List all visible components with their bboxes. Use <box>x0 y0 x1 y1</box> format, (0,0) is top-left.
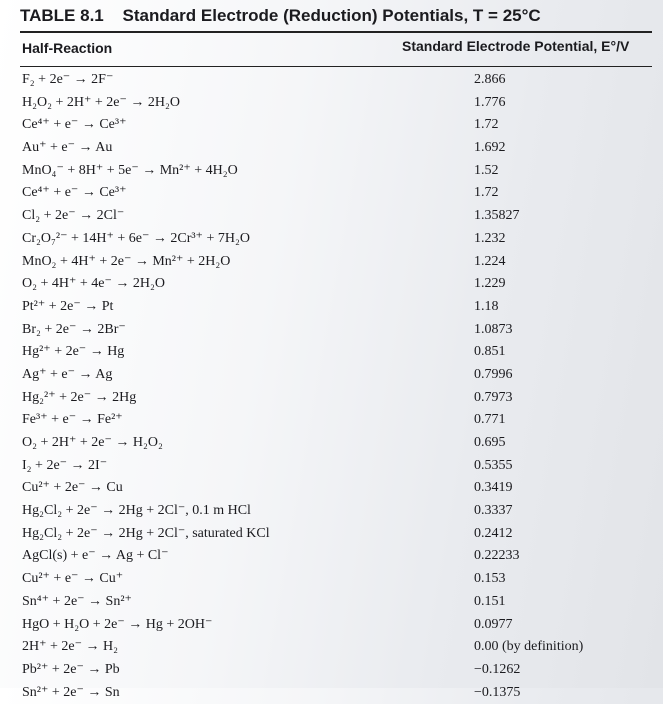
table-body <box>22 69 652 704</box>
header-half-reaction: Half-Reaction <box>22 40 113 56</box>
electrode-potential: 1.72 <box>474 185 499 201</box>
electrode-potential: 1.18 <box>474 298 499 314</box>
half-reaction: Sn⁴⁺ + 2e⁻ → Sn²⁺ <box>22 593 132 609</box>
electrode-potential: −0.1262 <box>474 661 521 677</box>
table-row <box>22 591 652 614</box>
half-reaction: Hg₂²⁺ + 2e⁻ → 2Hg <box>22 389 137 405</box>
table-row <box>22 432 652 455</box>
half-reaction: Ce⁴⁺ + e⁻ → Ce³⁺ <box>22 185 127 201</box>
electrode-potential: 1.776 <box>474 94 506 110</box>
table-row <box>22 477 652 500</box>
table-row <box>22 545 652 568</box>
table-title <box>20 6 541 26</box>
table-row <box>22 682 652 704</box>
half-reaction: Sn²⁺ + 2e⁻ → Sn <box>22 684 120 700</box>
electrode-potential: 1.72 <box>474 117 499 133</box>
half-reaction: Au⁺ + e⁻ → Au <box>22 140 113 156</box>
half-reaction: Ce⁴⁺ + e⁻ → Ce³⁺ <box>22 117 127 133</box>
half-reaction: I₂ + 2e⁻ → 2I⁻ <box>22 457 108 473</box>
table-row <box>22 160 652 183</box>
half-reaction: Pb²⁺ + 2e⁻ → Pb <box>22 661 120 677</box>
electrode-potential: 0.5355 <box>474 457 513 473</box>
electrode-potential: 0.7996 <box>474 366 513 382</box>
half-reaction: Fe³⁺ + e⁻ → Fe²⁺ <box>22 412 123 428</box>
half-reaction: Cu²⁺ + e⁻ → Cu⁺ <box>22 571 124 587</box>
electrode-potential: 0.00 (by definition) <box>474 639 584 655</box>
header-rule <box>20 66 652 67</box>
table-row <box>22 273 652 296</box>
table-row <box>22 137 652 160</box>
table-row <box>22 568 652 591</box>
table-row <box>22 500 652 523</box>
electrode-potential: −0.1375 <box>474 684 521 700</box>
electrode-potential: 0.0977 <box>474 616 513 632</box>
half-reaction: Br₂ + 2e⁻ → 2Br⁻ <box>22 321 126 337</box>
table-row <box>22 296 652 319</box>
half-reaction: MnO₂ + 4H⁺ + 2e⁻ → Mn²⁺ + 2H₂O <box>22 253 231 269</box>
table-row <box>22 614 652 637</box>
electrode-potential: 0.3419 <box>474 480 513 496</box>
electrode-potential: 0.2412 <box>474 525 513 541</box>
electrode-potential: 0.153 <box>474 571 506 587</box>
electrode-potential: 1.35827 <box>474 208 520 224</box>
half-reaction: MnO₄⁻ + 8H⁺ + 5e⁻ → Mn²⁺ + 4H₂O <box>22 162 238 178</box>
table-row <box>22 182 652 205</box>
table-row <box>22 409 652 432</box>
top-rule <box>20 31 652 33</box>
table-row <box>22 341 652 364</box>
table-row <box>22 364 652 387</box>
table-row <box>22 69 652 92</box>
electrode-potential: 1.229 <box>474 276 506 292</box>
table-row <box>22 319 652 342</box>
table-number: TABLE 8.1 <box>20 6 104 25</box>
table-row <box>22 92 652 115</box>
electrode-potential: 1.52 <box>474 162 499 178</box>
electrode-potential: 1.224 <box>474 253 506 269</box>
table-row <box>22 114 652 137</box>
half-reaction: O₂ + 2H⁺ + 2e⁻ → H₂O₂ <box>22 435 163 450</box>
table-caption: Standard Electrode (Reduction) Potentials, T = 25°C <box>122 6 541 25</box>
electrode-potential: 0.3337 <box>474 503 513 519</box>
electrode-potential: 2.866 <box>474 72 506 87</box>
half-reaction: 2H⁺ + 2e⁻ → H₂ <box>22 639 118 655</box>
table-row <box>22 228 652 251</box>
electrode-potential: 0.851 <box>474 344 506 360</box>
table-row <box>22 636 652 659</box>
half-reaction: Hg²⁺ + 2e⁻ → Hg <box>22 344 125 360</box>
half-reaction: Ag⁺ + e⁻ → Ag <box>22 366 113 382</box>
half-reaction: Hg₂Cl₂ + 2e⁻ → 2Hg + 2Cl⁻, saturated KCl <box>22 525 270 541</box>
header-potential: Standard Electrode Potential, E°/V <box>402 38 630 54</box>
half-reaction: H₂O₂ + 2H⁺ + 2e⁻ → 2H₂O <box>22 94 180 110</box>
table-row <box>22 387 652 410</box>
electrode-potential: 1.0873 <box>474 321 513 337</box>
electrode-potential: 0.22233 <box>474 548 520 564</box>
table-row <box>22 455 652 478</box>
table-row <box>22 659 652 682</box>
electrode-potential: 0.771 <box>474 412 506 428</box>
table-row <box>22 205 652 228</box>
half-reaction: Cu²⁺ + 2e⁻ → Cu <box>22 480 123 496</box>
half-reaction: Pt²⁺ + 2e⁻ → Pt <box>22 298 114 314</box>
electrode-potential: 1.692 <box>474 140 506 156</box>
half-reaction: Cr₂O₇²⁻ + 14H⁺ + 6e⁻ → 2Cr³⁺ + 7H₂O <box>22 230 250 246</box>
table-row <box>22 251 652 274</box>
half-reaction: Hg₂Cl₂ + 2e⁻ → 2Hg + 2Cl⁻, 0.1 m HCl <box>22 503 251 519</box>
table-row <box>22 523 652 546</box>
electrode-potential: 0.7973 <box>474 389 513 405</box>
half-reaction: HgO + H₂O + 2e⁻ → Hg + 2OH⁻ <box>22 616 213 632</box>
electrode-potential: 0.151 <box>474 593 506 609</box>
half-reaction: F₂ + 2e⁻ → 2F⁻ <box>22 72 114 87</box>
half-reaction: O₂ + 4H⁺ + 4e⁻ → 2H₂O <box>22 276 165 292</box>
electrode-potential: 0.695 <box>474 435 506 450</box>
half-reaction: Cl₂ + 2e⁻ → 2Cl⁻ <box>22 208 125 224</box>
half-reaction: AgCl(s) + e⁻ → Ag + Cl⁻ <box>22 548 169 564</box>
electrode-potential: 1.232 <box>474 230 506 246</box>
